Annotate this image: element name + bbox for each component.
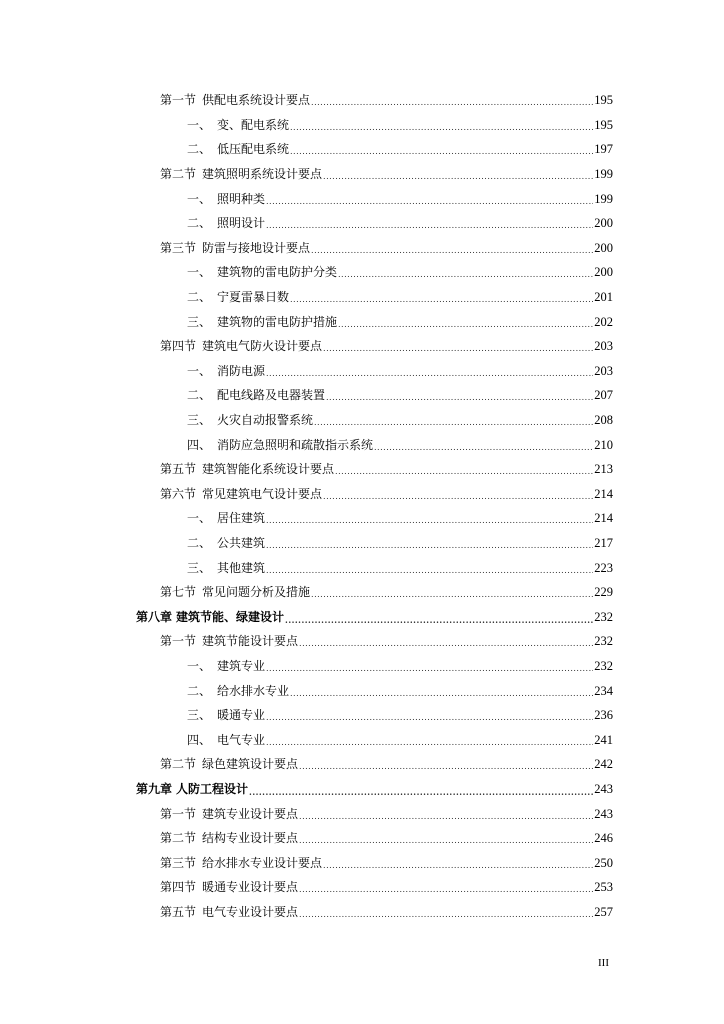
toc-entry-title: 照明种类	[217, 191, 266, 206]
toc-entry-page: 201	[594, 290, 613, 305]
toc-dot-leader	[323, 342, 593, 356]
toc-entry-number: 四、	[187, 732, 212, 747]
toc-dot-leader	[290, 293, 593, 307]
toc-entry-title: 建筑节能、绿建设计	[176, 609, 285, 624]
toc-entry-title: 建筑物的雷电防护措施	[217, 314, 338, 329]
toc-entry-page: 242	[594, 757, 613, 772]
toc-dot-leader	[311, 588, 593, 602]
toc-entry-number: 第二节	[160, 167, 197, 182]
toc-dot-leader	[266, 736, 593, 750]
toc-entry-number: 第三节	[160, 855, 197, 870]
toc-entry-page: 243	[594, 781, 613, 796]
toc-entry-page: 208	[594, 413, 613, 428]
toc-dot-leader	[266, 662, 593, 676]
toc-dot-leader	[266, 564, 593, 578]
table-of-contents	[0, 88, 724, 924]
toc-entry-title: 给水排水专业	[217, 683, 290, 698]
toc-entry-title: 消防电源	[217, 363, 266, 378]
toc-entry-title: 常见建筑电气设计要点	[202, 486, 323, 501]
toc-entry-page: 223	[594, 560, 613, 575]
toc-entry-title: 建筑物的雷电防护分类	[217, 265, 338, 280]
toc-entry-item[interactable]	[0, 703, 724, 728]
toc-entry-title: 电气专业	[217, 732, 266, 747]
toc-entry-page: 236	[594, 708, 613, 723]
toc-dot-leader	[299, 883, 593, 897]
toc-entry-number: 二、	[187, 683, 212, 698]
toc-dot-leader	[266, 711, 593, 725]
toc-entry-section[interactable]	[0, 850, 724, 875]
toc-entry-item[interactable]	[0, 408, 724, 433]
toc-entry-item[interactable]	[0, 727, 724, 752]
toc-dot-leader	[323, 490, 593, 504]
toc-dot-leader	[311, 96, 593, 110]
toc-entry-item[interactable]	[0, 137, 724, 162]
toc-entry-item[interactable]	[0, 383, 724, 408]
toc-entry-title: 给水排水专业设计要点	[202, 855, 323, 870]
toc-entry-number: 第三节	[160, 240, 197, 255]
toc-dot-leader	[290, 687, 593, 701]
toc-entry-section[interactable]	[0, 162, 724, 187]
toc-entry-section[interactable]	[0, 334, 724, 359]
toc-entry-title: 暖通专业设计要点	[202, 880, 299, 895]
toc-entry-item[interactable]	[0, 359, 724, 384]
toc-entry-title: 火灾自动报警系统	[217, 413, 314, 428]
footer-page-number: III	[598, 957, 609, 969]
toc-entry-title: 建筑专业	[217, 658, 266, 673]
toc-entry-number: 三、	[187, 314, 212, 329]
toc-dot-leader	[266, 539, 593, 553]
toc-dot-leader	[299, 760, 593, 774]
toc-dot-leader	[338, 268, 593, 282]
toc-entry-page: 207	[594, 388, 613, 403]
toc-entry-number: 第五节	[160, 904, 197, 919]
toc-entry-number: 第四节	[160, 339, 197, 354]
toc-entry-section[interactable]	[0, 88, 724, 113]
toc-entry-title: 暖通专业	[217, 708, 266, 723]
toc-entry-number: 四、	[187, 437, 212, 452]
toc-entry-title: 人防工程设计	[176, 781, 249, 796]
toc-entry-page: 232	[594, 634, 613, 649]
toc-entry-number: 第四节	[160, 880, 197, 895]
toc-dot-leader	[266, 514, 593, 528]
toc-dot-leader	[311, 244, 593, 258]
toc-entry-page: 195	[594, 117, 613, 132]
toc-entry-title: 电气专业设计要点	[202, 904, 299, 919]
toc-dot-leader	[290, 121, 593, 135]
toc-entry-item[interactable]	[0, 531, 724, 556]
toc-entry-title: 建筑电气防火设计要点	[202, 339, 323, 354]
toc-entry-section[interactable]	[0, 457, 724, 482]
toc-entry-number: 三、	[187, 413, 212, 428]
toc-entry-item[interactable]	[0, 555, 724, 580]
toc-entry-section[interactable]	[0, 482, 724, 507]
toc-entry-item[interactable]	[0, 260, 724, 285]
toc-entry-number: 一、	[187, 363, 212, 378]
toc-entry-title: 公共建筑	[217, 535, 266, 550]
toc-entry-page: 229	[594, 585, 613, 600]
toc-entry-page: 213	[594, 462, 613, 477]
toc-entry-number: 第六节	[160, 486, 197, 501]
toc-entry-section[interactable]	[0, 826, 724, 851]
toc-entry-title: 防雷与接地设计要点	[202, 240, 311, 255]
toc-dot-leader	[323, 859, 593, 873]
toc-entry-page: 203	[594, 339, 613, 354]
toc-entry-page: 197	[594, 142, 613, 157]
toc-dot-leader	[299, 908, 593, 922]
toc-dot-leader	[299, 834, 593, 848]
toc-entry-page: 250	[594, 855, 613, 870]
toc-entry-number: 第二节	[160, 831, 197, 846]
toc-entry-item[interactable]	[0, 186, 724, 211]
toc-entry-title: 建筑节能设计要点	[202, 634, 299, 649]
toc-entry-page: 246	[594, 831, 613, 846]
toc-dot-leader	[314, 416, 593, 430]
toc-dot-leader	[285, 613, 593, 627]
toc-entry-page: 214	[594, 486, 613, 501]
toc-entry-page: 199	[594, 167, 613, 182]
toc-entry-page: 202	[594, 314, 613, 329]
toc-entry-section[interactable]	[0, 900, 724, 925]
toc-dot-leader	[299, 637, 593, 651]
toc-entry-item[interactable]	[0, 113, 724, 138]
toc-dot-leader	[266, 367, 593, 381]
toc-entry-item[interactable]	[0, 678, 724, 703]
toc-entry-number: 二、	[187, 142, 212, 157]
toc-entry-item[interactable]	[0, 309, 724, 334]
toc-dot-leader	[374, 441, 593, 455]
toc-entry-title: 建筑智能化系统设计要点	[202, 462, 335, 477]
toc-entry-page: 195	[594, 93, 613, 108]
toc-dot-leader	[338, 318, 593, 332]
toc-entry-title: 配电线路及电器装置	[217, 388, 326, 403]
toc-entry-item[interactable]	[0, 506, 724, 531]
toc-entry-page: 253	[594, 880, 613, 895]
toc-entry-title: 居住建筑	[217, 511, 266, 526]
toc-dot-leader	[335, 465, 593, 479]
toc-entry-number: 一、	[187, 658, 212, 673]
toc-entry-number: 第一节	[160, 806, 197, 821]
toc-entry-number: 第七节	[160, 585, 197, 600]
toc-entry-number: 三、	[187, 708, 212, 723]
toc-entry-title: 建筑照明系统设计要点	[202, 167, 323, 182]
toc-entry-number: 一、	[187, 265, 212, 280]
toc-entry-number: 第八章	[136, 609, 173, 624]
toc-entry-number: 第一节	[160, 634, 197, 649]
toc-entry-section[interactable]	[0, 629, 724, 654]
toc-dot-leader	[323, 170, 593, 184]
toc-entry-section[interactable]	[0, 875, 724, 900]
toc-entry-title: 供配电系统设计要点	[202, 93, 311, 108]
toc-entry-title: 低压配电系统	[217, 142, 290, 157]
toc-entry-title: 绿色建筑设计要点	[202, 757, 299, 772]
toc-entry-page: 243	[594, 806, 613, 821]
toc-entry-page: 217	[594, 535, 613, 550]
toc-entry-page: 210	[594, 437, 613, 452]
toc-entry-number: 三、	[187, 560, 212, 575]
toc-entry-item[interactable]	[0, 654, 724, 679]
toc-entry-section[interactable]	[0, 236, 724, 261]
toc-entry-page: 200	[594, 265, 613, 280]
toc-entry-number: 二、	[187, 216, 212, 231]
toc-entry-page: 200	[594, 240, 613, 255]
toc-entry-number: 第五节	[160, 462, 197, 477]
toc-entry-chapter[interactable]	[0, 777, 724, 802]
toc-entry-page: 234	[594, 683, 613, 698]
toc-entry-number: 第二节	[160, 757, 197, 772]
toc-entry-page: 203	[594, 363, 613, 378]
toc-entry-title: 常见问题分析及措施	[202, 585, 311, 600]
toc-entry-page: 257	[594, 904, 613, 919]
toc-entry-chapter[interactable]	[0, 604, 724, 629]
toc-entry-number: 一、	[187, 511, 212, 526]
toc-entry-page: 232	[594, 658, 613, 673]
toc-entry-item[interactable]	[0, 432, 724, 457]
toc-entry-title: 宁夏雷暴日数	[217, 290, 290, 305]
toc-entry-page: 232	[594, 609, 613, 624]
toc-dot-leader	[299, 810, 593, 824]
toc-entry-title: 变、配电系统	[217, 117, 290, 132]
toc-entry-title: 其他建筑	[217, 560, 266, 575]
toc-entry-title: 建筑专业设计要点	[202, 806, 299, 821]
toc-entry-page: 214	[594, 511, 613, 526]
toc-entry-section[interactable]	[0, 801, 724, 826]
toc-dot-leader	[266, 219, 593, 233]
toc-entry-number: 一、	[187, 117, 212, 132]
toc-entry-page: 241	[594, 732, 613, 747]
toc-entry-item[interactable]	[0, 211, 724, 236]
toc-entry-page: 200	[594, 216, 613, 231]
toc-entry-number: 二、	[187, 388, 212, 403]
toc-entry-number: 一、	[187, 191, 212, 206]
toc-dot-leader	[326, 391, 593, 405]
toc-dot-leader	[290, 145, 593, 159]
toc-entry-page: 199	[594, 191, 613, 206]
toc-entry-number: 二、	[187, 290, 212, 305]
toc-dot-leader	[266, 195, 593, 209]
toc-entry-number: 第九章	[136, 781, 173, 796]
toc-entry-title: 照明设计	[217, 216, 266, 231]
toc-entry-section[interactable]	[0, 752, 724, 777]
toc-entry-section[interactable]	[0, 580, 724, 605]
toc-entry-number: 第一节	[160, 93, 197, 108]
toc-entry-number: 二、	[187, 535, 212, 550]
toc-entry-title: 消防应急照明和疏散指示系统	[217, 437, 374, 452]
toc-entry-title: 结构专业设计要点	[202, 831, 299, 846]
toc-dot-leader	[249, 785, 593, 799]
toc-entry-item[interactable]	[0, 285, 724, 310]
